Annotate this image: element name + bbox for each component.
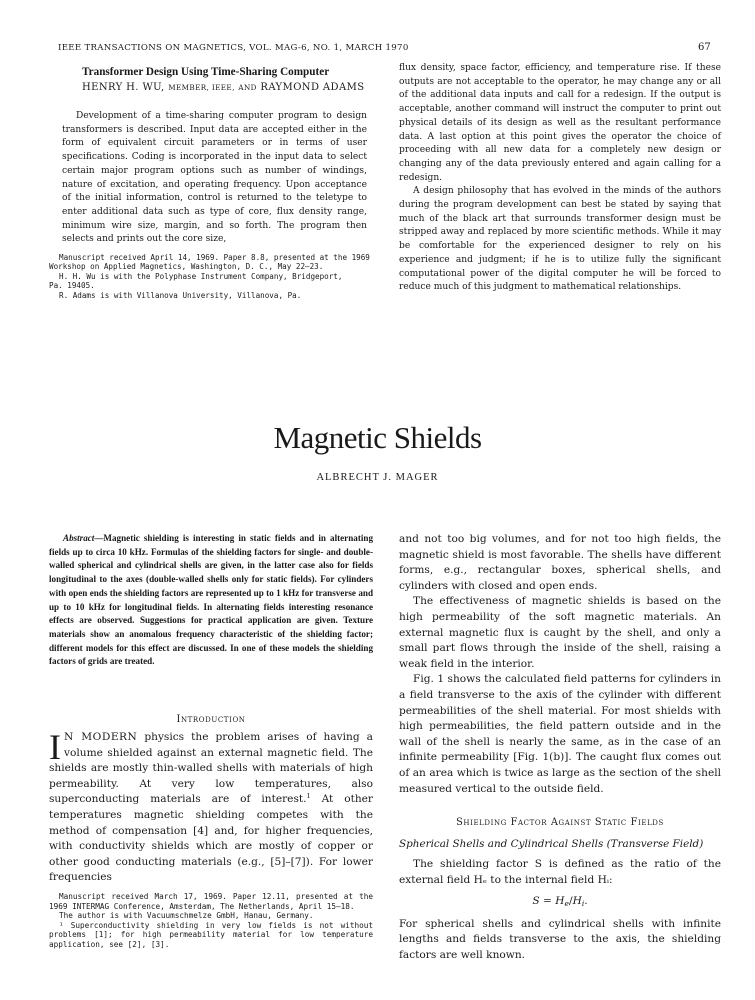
abstract-text: —Magnetic shielding is interesting in static fields and in alternating fields up to circa 10 kHz. Formulas of the shielding factors for single- and double-walled spherical and cylindrical shells are given, in the latter case also for fields longitudinal to the axes (double-walled shells only for static fields). For cylinders with open ends the shielding factors are represented up to 1 kHz for transverse and up to 10 kHz for longitudinal fields. In alternating fields interesting resonance effects are observed. Suggestions for practical application are given. Texture materials show an anomalous frequency characteristic of the shielding factor; different models for this effect are discussed. In one of these models the shielding factors of grids are treated. [49, 533, 373, 667]
page-number: 67 [698, 42, 711, 53]
footnote: Workshop on Applied Magnetics, Washington, D. C., May 22–23. [49, 262, 324, 272]
section-heading-introduction: Introduction [176, 714, 246, 725]
footnote: Pa. 19405. [49, 281, 95, 291]
abstract-label: Abstract [63, 533, 95, 543]
footnote: H. H. Wu is with the Polyphase Instrument Company, Bridgeport, [59, 271, 343, 281]
previous-article-left-column [62, 110, 367, 247]
author-conjunction: AND [238, 83, 257, 92]
paragraph: flux density, space factor, efficiency, and temperature rise. If these outputs are not acceptable to the operator, he may change any or all of the additional data inputs and call for a redesign. If the output is acceptable, another command will instruct the computer to print out physical details of its design as well as the resultant performance data. A last option at this point gives the operator the choice of proceeding with all new data for a completely new design or changing any of the data previously entered and again calling for a redesign. [399, 63, 721, 183]
abstract [49, 532, 373, 669]
footnote: ¹ Superconductivity shielding in very low fields is not without problems [1]; for high permeability material for low temperature application, see [2], [3]. [49, 920, 373, 949]
running-head: IEEE TRANSACTIONS ON MAGNETICS, VOL. MAG-6, NO. 1, MARCH 1970 [58, 43, 409, 53]
article-author: ALBRECHT J. MAGER [316, 472, 439, 483]
author-1-role: MEMBER, IEEE, [168, 83, 235, 92]
equation-shielding-factor: $S = H_e/H_i$. [532, 895, 588, 909]
intro-text-continued: At other temperatures magnetic shielding competes with the method of compensation [4] and, for higher frequencies, with conductivity shields which are mostly of copper or other good conducting materials (e.g., [5]–[7]). For lower frequencies [49, 793, 373, 884]
paragraph: Fig. 1 shows the calculated field patterns for cylinders in a field transverse to the axis of the cylinder with different permeabilities of the shell material. For most shields with high permeabilities, the field pattern outside and in the wall of the shell is nearly the same, as in the case of an infinite permeability [Fig. 1(b)]. The caught flux comes out of an area which is twice as large as the section of the shell measured vertical to the outside field. [399, 673, 721, 795]
paragraph: The effectiveness of magnetic shields is based on the high permeability of the soft magnetic materials. An external magnetic flux is caught by the shell, and only a small part flows through the inside of the shell, raising a weak field in the interior. [399, 595, 721, 670]
previous-article-title: Transformer Design Using Time-Sharing Computer [82, 66, 330, 78]
paragraph: and not too big volumes, and for not too high fields, the magnetic shield is most favorable. The shells have different forms, e.g., rectangular boxes, spherical shells, and cylinders with closed and open ends. [399, 533, 721, 592]
footnote: Manuscript received March 17, 1969. Paper 12.11, presented at the 1969 INTERMAG Conference, Amsterdam, The Netherlands, April 15–18. [49, 892, 373, 911]
intro-text: physics the problem arises of having a volume shielded against an external magnetic field. The shields are mostly thin-walled shells with materials of high permeability. At very low temperatures, also superconducting materials are of interest. [49, 731, 373, 806]
introduction-body [49, 727, 373, 886]
article-title: Magnetic Shields [273, 420, 482, 455]
paragraph: The shielding factor S is defined as the ratio of the external field Hₑ to the internal field Hᵢ: [399, 858, 721, 886]
static-fields-body [399, 857, 721, 964]
paragraph: A design philosophy that has evolved in the minds of the authors during the program development can best be stated by saying that much of the black art that surrounds transformer design must be stripped away and replaced by more scientific methods. While it may be comfortable for the experienced designer to rely on his experience and judgment; if he is to utilize fully the significant computational power of the digital computer he will be forced to reduce much of this judgment to mathematical relationships. [399, 186, 721, 293]
paragraph: For spherical shells and cylindrical shells with infinite lengths and fields transverse to the axis, the shielding factors are well known. [399, 917, 721, 961]
footnote: Manuscript received April 14, 1969. Paper 8.8, presented at the 1969 [59, 253, 370, 262]
article-right-column [399, 532, 721, 797]
footnote: The author is with Vacuumschmelze GmbH, Hanau, Germany. [59, 911, 314, 920]
drop-cap: I [49, 727, 61, 767]
intro-first-words: N MODERN [64, 731, 138, 743]
previous-article-footnotes [49, 253, 374, 300]
previous-article-authors [82, 82, 365, 93]
previous-article-right-column [399, 62, 721, 295]
subsection-heading: Spherical Shells and Cylindrical Shells (Transverse Field) [399, 838, 704, 850]
footnote-marker[interactable]: 1 [306, 792, 311, 801]
author-1: HENRY H. WU, [82, 82, 165, 93]
paragraph: Development of a time-sharing computer program to design transformers is described. Input data are accepted either in the form of equivalent circuit parameters or in terms of user specifications. Coding is incorporated in the input data to select certain major program options such as number of windings, nature of excitation, and operating frequency. Upon acceptance of the initial information, control is returned to the teletype to enter additional data such as type of core, flux density range, minimum wire size, margin, and so forth. The program then selects and prints out the core size, [62, 111, 367, 245]
author-2: RAYMOND ADAMS [260, 82, 365, 93]
footnote: R. Adams is with Villanova University, Villanova, Pa. [59, 290, 302, 300]
section-heading-static-fields: Shielding Factor Against Static Fields [456, 817, 664, 828]
article-footnotes [49, 892, 373, 949]
